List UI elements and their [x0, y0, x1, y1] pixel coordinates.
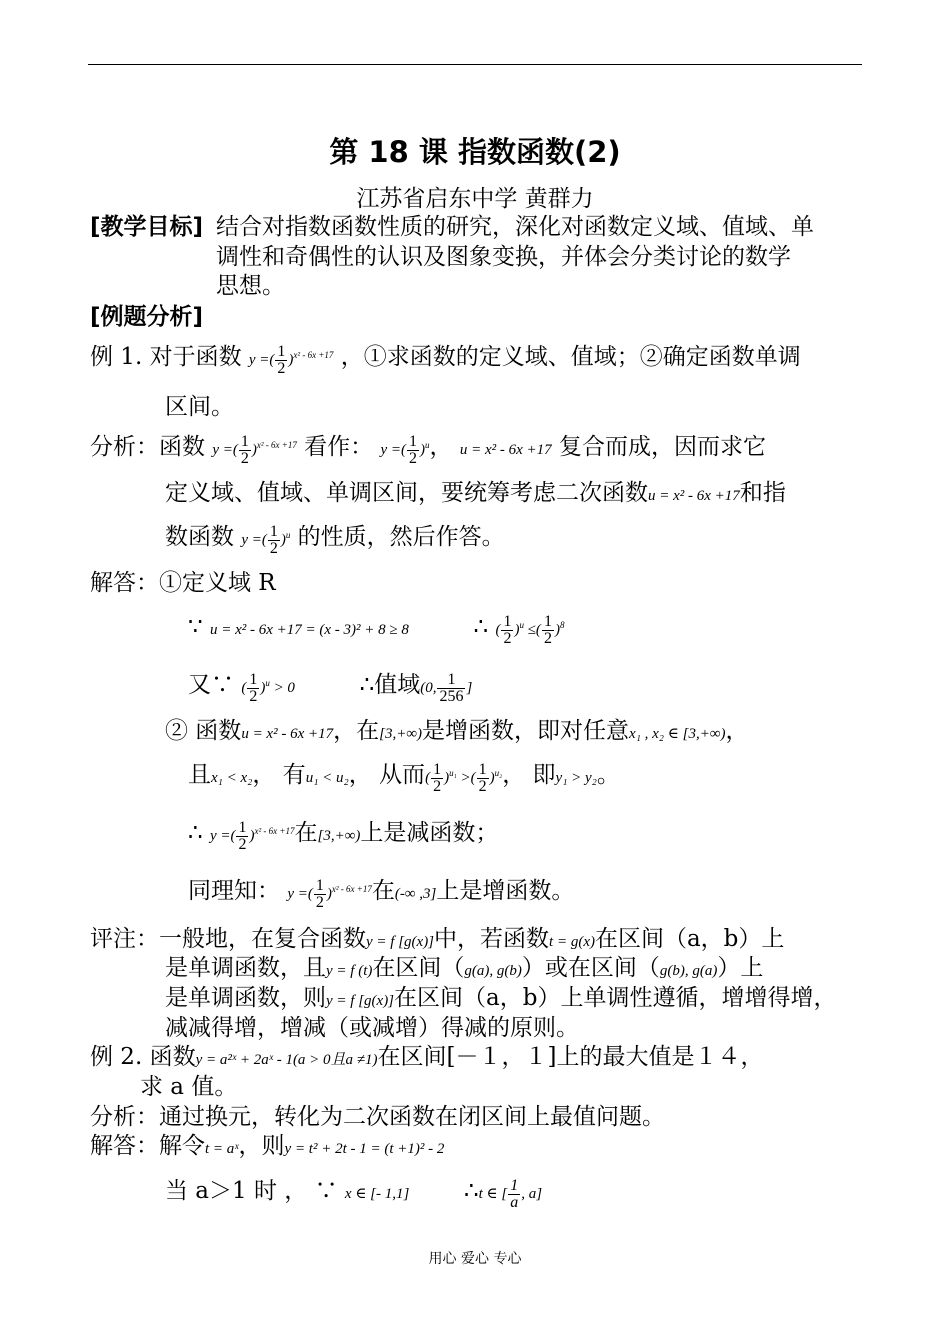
- goals-line-2: 调性和奇偶性的认识及图象变换，并体会分类讨论的数学: [216, 244, 791, 270]
- formula-y-half-u: y =( $\frac{1}{2}$ )$^u$: [380, 433, 430, 468]
- ex1-solution-4: ② 函数u = x² - 6x +17，在[3,+∞)是增函数，即对任意x₁ , x₂ ∈ [3,+∞)，: [165, 718, 749, 744]
- ex2-solution-1: 解答：解令t = aˣ，则y = t² + 2t - 1 = (t +1)² - 2: [90, 1133, 445, 1159]
- formula-y-half-u: y =( $\frac{1}{2}$ )$^u$: [241, 523, 291, 558]
- ex2-analysis: 分析：通过换元，转化为二次函数在闭区间上最值问题。: [90, 1104, 665, 1130]
- author-line: 江苏省启东中学 黄群力: [356, 186, 594, 212]
- page-footer: 用心 爱心 专心: [428, 1251, 522, 1267]
- ex1-solution-7: 同理知： y =( $\frac{1}{2}$ )$^{x^2 - 6x +17}$在(-∞ ,3]上是增函数。: [188, 877, 575, 912]
- formula-u-def: u = x² - 6x +17: [459, 442, 552, 458]
- comment-line-2: 是单调函数，且y = f (t)在区间（g(a), g(b)）或在区间（g(b), g(a)）上: [165, 955, 764, 981]
- formula-u-inequality: u = x² - 6x +17 = (x - 3)² + 8 ≥ 8: [209, 622, 409, 638]
- ex1-analysis-3: 数函数 y =( $\frac{1}{2}$ )$^u$ 的性质，然后作答。: [165, 523, 505, 558]
- formula-y-half-quad: y =( $\frac{1}{2}$ )$^{x^2 - 6x +17}$: [248, 343, 334, 378]
- analysis-label: [例题分析]: [90, 304, 204, 330]
- ex2-solution-2: 当 a＞1 时 ， ∵ x ∈ [- 1,1] ∴t ∈ [ $\frac{1}{a}$ , a]: [165, 1177, 543, 1212]
- formula-u-def: u = x² - 6x +17: [648, 488, 740, 504]
- ex1-line-2: 区间。: [165, 394, 234, 420]
- comment-line-4: 减减得增，增减（或减增）得减的原则。: [165, 1015, 579, 1041]
- goals-label: [教学目标]: [90, 214, 204, 240]
- comment-line-1: 评注：一般地，在复合函数y = f [g(x)]中，若函数t = g(x)在区间（a，b）上: [90, 926, 785, 952]
- comment-line-3: 是单调函数，则y = f [g(x)]在区间（a，b）上单调性遵循，增增得增，: [165, 985, 837, 1011]
- ex2-line-2: 求 a 值。: [140, 1074, 238, 1100]
- ex1-analysis-1: 分析：函数 y =( $\frac{1}{2}$ )$^{x^2 - 6x +17}$ 看作： y =( $\frac{1}{2}$ )$^u$， u = x² - 6x +17 复合而成，因而求它: [90, 433, 766, 468]
- goals-line-1: 结合对指数函数性质的研究，深化对函数定义域、值域、单: [216, 214, 814, 240]
- page-title: 第 18 课 指数函数(2): [329, 135, 621, 169]
- ex1-solution-1: 解答：①定义域 R: [90, 570, 276, 596]
- formula-t-range: t ∈ [ $\frac{1}{a}$ , a]: [478, 1177, 543, 1212]
- goals-line-3: 思想。: [216, 273, 285, 299]
- header-rule: [88, 64, 862, 65]
- formula-range: (0, $\frac{1}{256}$ ]: [420, 671, 473, 706]
- formula-half-bound: ( $\frac{1}{2}$ )$^u$ ≤( $\frac{1}{2}$ )$^8$: [495, 613, 565, 648]
- formula-positive: ( $\frac{1}{2}$ )$^u$ > 0: [241, 671, 295, 706]
- formula-compare: ( $\frac{1}{2}$ )$^{u_1}$ >( $\frac{1}{2}$ )$^{u_2}$: [425, 761, 503, 796]
- formula-y-half-quad: y =( $\frac{1}{2}$ )$^{x^2 - 6x +17}$: [212, 433, 297, 468]
- ex1-solution-6: ∴ y =( $\frac{1}{2}$ )$^{x^2 - 6x +17}$在[3,+∞)上是减函数；: [188, 819, 499, 854]
- ex1-solution-2: ∵ u = x² - 6x +17 = (x - 3)² + 8 ≥ 8 ∴ ( $\frac{1}{2}$ )$^u$ ≤( $\frac{1}{2}$ )$^8$: [188, 613, 565, 648]
- ex1-solution-3: 又∵ ( $\frac{1}{2}$ )$^u$ > 0 ∴值域(0, $\frac{1}{256}$ ]: [188, 671, 473, 706]
- ex1-line-1: 例 1. 对于函数 y =( $\frac{1}{2}$ )$^{x^2 - 6x +17}$ ，①求函数的定义域、值域；②确定函数单调: [90, 343, 801, 378]
- ex1-solution-5: 且x₁ < x₂， 有u₁ < u₂， 从而( $\frac{1}{2}$ )$^{u_1}$ >( $\frac{1}{2}$ )$^{u_2}$， 即y₁ > y₂。: [188, 761, 620, 796]
- ex2-line-1: 例 2. 函数y = a²ˣ + 2aˣ - 1(a > 0且a ≠1)在区间[－１，１]上的最大值是１４，: [90, 1044, 764, 1070]
- ex1-analysis-2: 定义域、值域、单调区间，要统筹考虑二次函数u = x² - 6x +17和指: [165, 480, 786, 506]
